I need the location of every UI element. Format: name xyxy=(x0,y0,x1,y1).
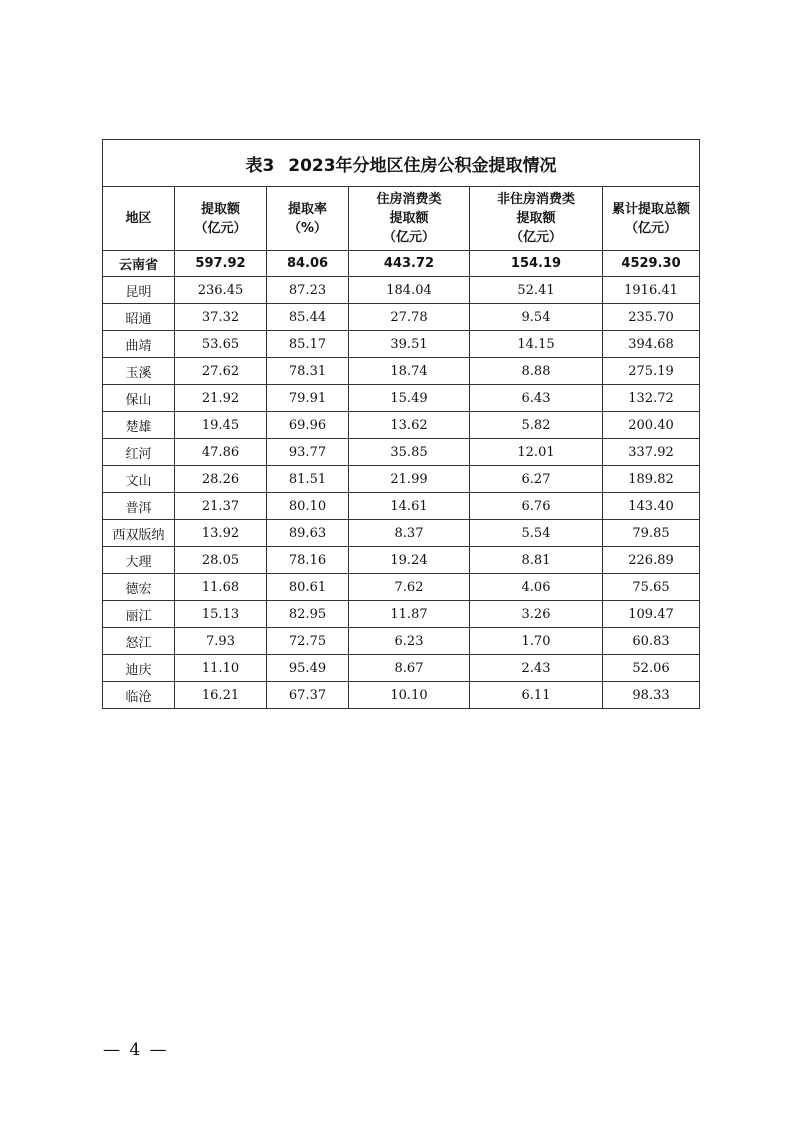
value-cell: 80.10 xyxy=(267,493,349,520)
table-title-text: 2023年分地区住房公积金提取情况 xyxy=(288,155,557,176)
value-cell: 235.70 xyxy=(603,304,700,331)
value-cell: 78.31 xyxy=(267,358,349,385)
column-header-line: （%） xyxy=(287,220,328,236)
value-cell: 80.61 xyxy=(267,574,349,601)
region-cell: 文山 xyxy=(103,466,175,493)
column-header-line: 非住房消费类 xyxy=(496,192,575,207)
value-cell: 4.06 xyxy=(470,574,603,601)
value-cell: 132.72 xyxy=(603,385,700,412)
column-header xyxy=(267,187,349,251)
table-total-row xyxy=(103,251,700,277)
value-cell: 7.62 xyxy=(349,574,470,601)
table-title xyxy=(103,140,700,187)
value-cell: 3.26 xyxy=(470,601,603,628)
region-cell: 德宏 xyxy=(103,574,175,601)
value-cell: 18.74 xyxy=(349,358,470,385)
value-cell: 4529.30 xyxy=(603,251,700,277)
column-header-line: （亿元） xyxy=(194,220,247,236)
column-header-line: 提取额 xyxy=(389,211,429,226)
value-cell: 12.01 xyxy=(470,439,603,466)
value-cell: 14.15 xyxy=(470,331,603,358)
value-cell: 11.68 xyxy=(175,574,267,601)
table-row xyxy=(103,304,700,331)
region-cell: 普洱 xyxy=(103,493,175,520)
value-cell: 11.87 xyxy=(349,601,470,628)
region-cell: 云南省 xyxy=(103,251,175,277)
region-cell: 迪庆 xyxy=(103,655,175,682)
value-cell: 200.40 xyxy=(603,412,700,439)
value-cell: 443.72 xyxy=(349,251,470,277)
value-cell: 13.62 xyxy=(349,412,470,439)
table-title-row xyxy=(103,140,700,187)
value-cell: 35.85 xyxy=(349,439,470,466)
value-cell: 109.47 xyxy=(603,601,700,628)
value-cell: 6.43 xyxy=(470,385,603,412)
column-header xyxy=(175,187,267,251)
value-cell: 82.95 xyxy=(267,601,349,628)
value-cell: 52.06 xyxy=(603,655,700,682)
value-cell: 60.83 xyxy=(603,628,700,655)
region-cell: 曲靖 xyxy=(103,331,175,358)
value-cell: 28.05 xyxy=(175,547,267,574)
value-cell: 337.92 xyxy=(603,439,700,466)
withdrawal-table xyxy=(102,139,700,709)
value-cell: 2.43 xyxy=(470,655,603,682)
value-cell: 95.49 xyxy=(267,655,349,682)
value-cell: 85.17 xyxy=(267,331,349,358)
value-cell: 5.82 xyxy=(470,412,603,439)
table-row xyxy=(103,520,700,547)
value-cell: 84.06 xyxy=(267,251,349,277)
value-cell: 28.26 xyxy=(175,466,267,493)
value-cell: 1916.41 xyxy=(603,277,700,304)
value-cell: 236.45 xyxy=(175,277,267,304)
value-cell: 6.11 xyxy=(470,682,603,709)
table-row xyxy=(103,547,700,574)
value-cell: 87.23 xyxy=(267,277,349,304)
table-header-row xyxy=(103,187,700,251)
value-cell: 275.19 xyxy=(603,358,700,385)
value-cell: 47.86 xyxy=(175,439,267,466)
value-cell: 6.27 xyxy=(470,466,603,493)
value-cell: 69.96 xyxy=(267,412,349,439)
value-cell: 52.41 xyxy=(470,277,603,304)
table-row xyxy=(103,574,700,601)
table-body xyxy=(103,277,700,709)
column-header-line: 累计提取总额 xyxy=(612,201,691,217)
value-cell: 6.23 xyxy=(349,628,470,655)
value-cell: 21.37 xyxy=(175,493,267,520)
region-cell: 楚雄 xyxy=(103,412,175,439)
column-header-line: 提取额 xyxy=(516,211,556,226)
value-cell: 184.04 xyxy=(349,277,470,304)
table-row xyxy=(103,628,700,655)
value-cell: 597.92 xyxy=(175,251,267,277)
value-cell: 21.92 xyxy=(175,385,267,412)
value-cell: 81.51 xyxy=(267,466,349,493)
page-number: — 4 — xyxy=(103,1040,169,1060)
value-cell: 27.62 xyxy=(175,358,267,385)
value-cell: 89.63 xyxy=(267,520,349,547)
region-cell: 临沧 xyxy=(103,682,175,709)
column-header xyxy=(349,187,470,251)
value-cell: 39.51 xyxy=(349,331,470,358)
value-cell: 189.82 xyxy=(603,466,700,493)
value-cell: 21.99 xyxy=(349,466,470,493)
value-cell: 27.78 xyxy=(349,304,470,331)
column-header-line: （亿元） xyxy=(509,230,562,245)
value-cell: 53.65 xyxy=(175,331,267,358)
value-cell: 85.44 xyxy=(267,304,349,331)
table-row xyxy=(103,466,700,493)
region-cell: 怒江 xyxy=(103,628,175,655)
value-cell: 15.13 xyxy=(175,601,267,628)
value-cell: 15.49 xyxy=(349,385,470,412)
value-cell: 143.40 xyxy=(603,493,700,520)
region-cell: 红河 xyxy=(103,439,175,466)
value-cell: 8.81 xyxy=(470,547,603,574)
value-cell: 78.16 xyxy=(267,547,349,574)
value-cell: 93.77 xyxy=(267,439,349,466)
value-cell: 9.54 xyxy=(470,304,603,331)
table-row xyxy=(103,412,700,439)
region-cell: 西双版纳 xyxy=(103,520,175,547)
table-row xyxy=(103,331,700,358)
column-header-line: （亿元） xyxy=(625,220,678,236)
region-cell: 玉溪 xyxy=(103,358,175,385)
value-cell: 19.45 xyxy=(175,412,267,439)
table-row xyxy=(103,655,700,682)
table-row xyxy=(103,601,700,628)
value-cell: 11.10 xyxy=(175,655,267,682)
value-cell: 79.91 xyxy=(267,385,349,412)
value-cell: 79.85 xyxy=(603,520,700,547)
value-cell: 8.37 xyxy=(349,520,470,547)
value-cell: 8.88 xyxy=(470,358,603,385)
value-cell: 19.24 xyxy=(349,547,470,574)
column-header-line: 提取率 xyxy=(287,201,327,217)
value-cell: 8.67 xyxy=(349,655,470,682)
value-cell: 5.54 xyxy=(470,520,603,547)
value-cell: 37.32 xyxy=(175,304,267,331)
value-cell: 6.76 xyxy=(470,493,603,520)
value-cell: 16.21 xyxy=(175,682,267,709)
column-header-line: 住房消费类 xyxy=(376,192,442,207)
value-cell: 226.89 xyxy=(603,547,700,574)
value-cell: 394.68 xyxy=(603,331,700,358)
column-header xyxy=(470,187,603,251)
region-cell: 昭通 xyxy=(103,304,175,331)
region-cell: 保山 xyxy=(103,385,175,412)
column-header xyxy=(603,187,700,251)
table-row xyxy=(103,439,700,466)
table-row xyxy=(103,682,700,709)
value-cell: 14.61 xyxy=(349,493,470,520)
value-cell: 154.19 xyxy=(470,251,603,277)
table-row xyxy=(103,385,700,412)
table-row xyxy=(103,277,700,304)
column-header-line: 提取额 xyxy=(200,201,240,217)
value-cell: 75.65 xyxy=(603,574,700,601)
column-header-line: （亿元） xyxy=(382,230,435,245)
column-header-line: 地区 xyxy=(125,211,152,226)
value-cell: 10.10 xyxy=(349,682,470,709)
region-cell: 大理 xyxy=(103,547,175,574)
value-cell: 72.75 xyxy=(267,628,349,655)
column-header xyxy=(103,187,175,251)
value-cell: 13.92 xyxy=(175,520,267,547)
region-cell: 丽江 xyxy=(103,601,175,628)
table-row xyxy=(103,493,700,520)
value-cell: 7.93 xyxy=(175,628,267,655)
table-title-label: 表3 xyxy=(245,155,275,176)
value-cell: 67.37 xyxy=(267,682,349,709)
value-cell: 1.70 xyxy=(470,628,603,655)
value-cell: 98.33 xyxy=(603,682,700,709)
table-row xyxy=(103,358,700,385)
region-cell: 昆明 xyxy=(103,277,175,304)
